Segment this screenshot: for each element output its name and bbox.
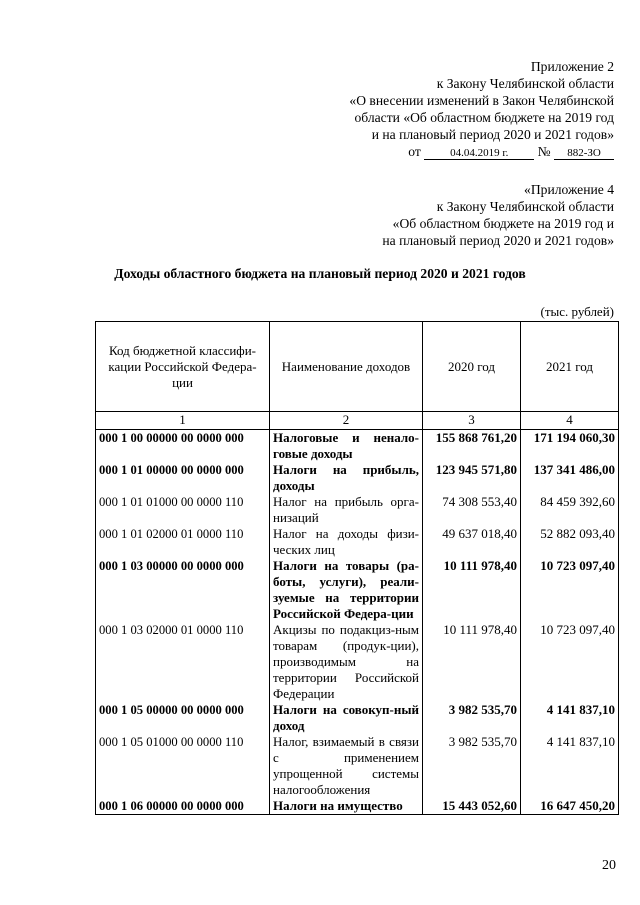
name-cell: Налоги на товары (ра-боты, услуги), реали-зуемые на территории Российской Федера-ции <box>270 558 423 622</box>
value-2021-cell: 4 141 837,10 <box>521 702 619 734</box>
appendix-2-line: области «Об областном бюджете на 2019 год <box>354 110 614 125</box>
code-cell: 000 1 01 00000 00 0000 000 <box>96 462 270 494</box>
column-number: 2 <box>270 412 423 430</box>
income-table <box>95 321 619 815</box>
value-2020-cell: 3 982 535,70 <box>423 734 521 798</box>
table-row <box>96 558 619 622</box>
column-number: 4 <box>521 412 619 430</box>
header-2020: 2020 год <box>423 322 521 412</box>
name-cell: Налоговые и ненало-говые доходы <box>270 430 423 463</box>
header-code: Код бюджетной классифи-кации Российской Федера-ции <box>96 322 270 412</box>
value-2021-cell: 84 459 392,60 <box>521 494 619 526</box>
page-number: 20 <box>602 858 616 873</box>
appendix-2-line: Приложение 2 <box>530 59 614 74</box>
value-2021-cell: 137 341 486,00 <box>521 462 619 494</box>
appendix-4-line: «Приложение 4 <box>524 182 614 197</box>
value-2020-cell: 49 637 018,40 <box>423 526 521 558</box>
value-2020-cell: 10 111 978,40 <box>423 622 521 702</box>
name-cell: Налоги на прибыль, доходы <box>270 462 423 494</box>
column-number: 1 <box>96 412 270 430</box>
table-row <box>96 526 619 558</box>
header-name: Наименование доходов <box>270 322 423 412</box>
value-2020-cell: 74 308 553,40 <box>423 494 521 526</box>
appendix-2-line: к Закону Челябинской области <box>436 76 614 91</box>
law-date: 04.04.2019 г. <box>424 147 534 160</box>
document-title: Доходы областного бюджета на плановый период 2020 и 2021 годов <box>114 266 526 281</box>
value-2020-cell: 123 945 571,80 <box>423 462 521 494</box>
table-row <box>96 798 619 815</box>
appendix-2-reference <box>349 58 614 160</box>
appendix-4-reference <box>382 181 614 249</box>
table-row <box>96 734 619 798</box>
name-cell: Налог на прибыль орга-низаций <box>270 494 423 526</box>
name-cell: Налоги на совокуп-ный доход <box>270 702 423 734</box>
code-cell: 000 1 03 00000 00 0000 000 <box>96 558 270 622</box>
name-cell: Налог на доходы физи-ческих лиц <box>270 526 423 558</box>
code-cell: 000 1 05 01000 00 0000 110 <box>96 734 270 798</box>
value-2021-cell: 171 194 060,30 <box>521 430 619 463</box>
value-2020-cell: 155 868 761,20 <box>423 430 521 463</box>
table-row <box>96 430 619 463</box>
value-2021-cell: 4 141 837,10 <box>521 734 619 798</box>
name-cell: Налоги на имущество <box>270 798 423 815</box>
table-header-row <box>96 322 619 412</box>
code-cell: 000 1 06 00000 00 0000 000 <box>96 798 270 815</box>
code-cell: 000 1 01 01000 00 0000 110 <box>96 494 270 526</box>
code-cell: 000 1 03 02000 01 0000 110 <box>96 622 270 702</box>
date-prefix: от <box>408 144 421 159</box>
column-number-row <box>96 412 619 430</box>
code-cell: 000 1 00 00000 00 0000 000 <box>96 430 270 463</box>
name-cell: Акцизы по подакциз-ным товарам (продук-ции), производимым на территории Российской Федерации <box>270 622 423 702</box>
value-2021-cell: 10 723 097,40 <box>521 558 619 622</box>
unit-note: (тыс. рублей) <box>540 304 614 319</box>
table-row <box>96 462 619 494</box>
appendix-2-line: «О внесении изменений в Закон Челябинской <box>349 93 614 108</box>
value-2020-cell: 10 111 978,40 <box>423 558 521 622</box>
value-2021-cell: 52 882 093,40 <box>521 526 619 558</box>
value-2020-cell: 3 982 535,70 <box>423 702 521 734</box>
header-2021: 2021 год <box>521 322 619 412</box>
appendix-2-line: и на плановый период 2020 и 2021 годов» <box>371 127 614 142</box>
law-number: 882-ЗО <box>554 147 614 160</box>
table-row <box>96 622 619 702</box>
appendix-4-line: на плановый период 2020 и 2021 годов» <box>382 233 614 248</box>
value-2021-cell: 16 647 450,20 <box>521 798 619 815</box>
appendix-4-line: к Закону Челябинской области <box>436 199 614 214</box>
column-number: 3 <box>423 412 521 430</box>
value-2021-cell: 10 723 097,40 <box>521 622 619 702</box>
value-2020-cell: 15 443 052,60 <box>423 798 521 815</box>
law-date-number-line <box>349 143 614 160</box>
name-cell: Налог, взимаемый в связи с применением упрощенной системы налогообложения <box>270 734 423 798</box>
number-prefix: № <box>537 144 551 159</box>
table-row <box>96 702 619 734</box>
code-cell: 000 1 01 02000 01 0000 110 <box>96 526 270 558</box>
appendix-4-line: «Об областном бюджете на 2019 год и <box>392 216 614 231</box>
code-cell: 000 1 05 00000 00 0000 000 <box>96 702 270 734</box>
table-row <box>96 494 619 526</box>
